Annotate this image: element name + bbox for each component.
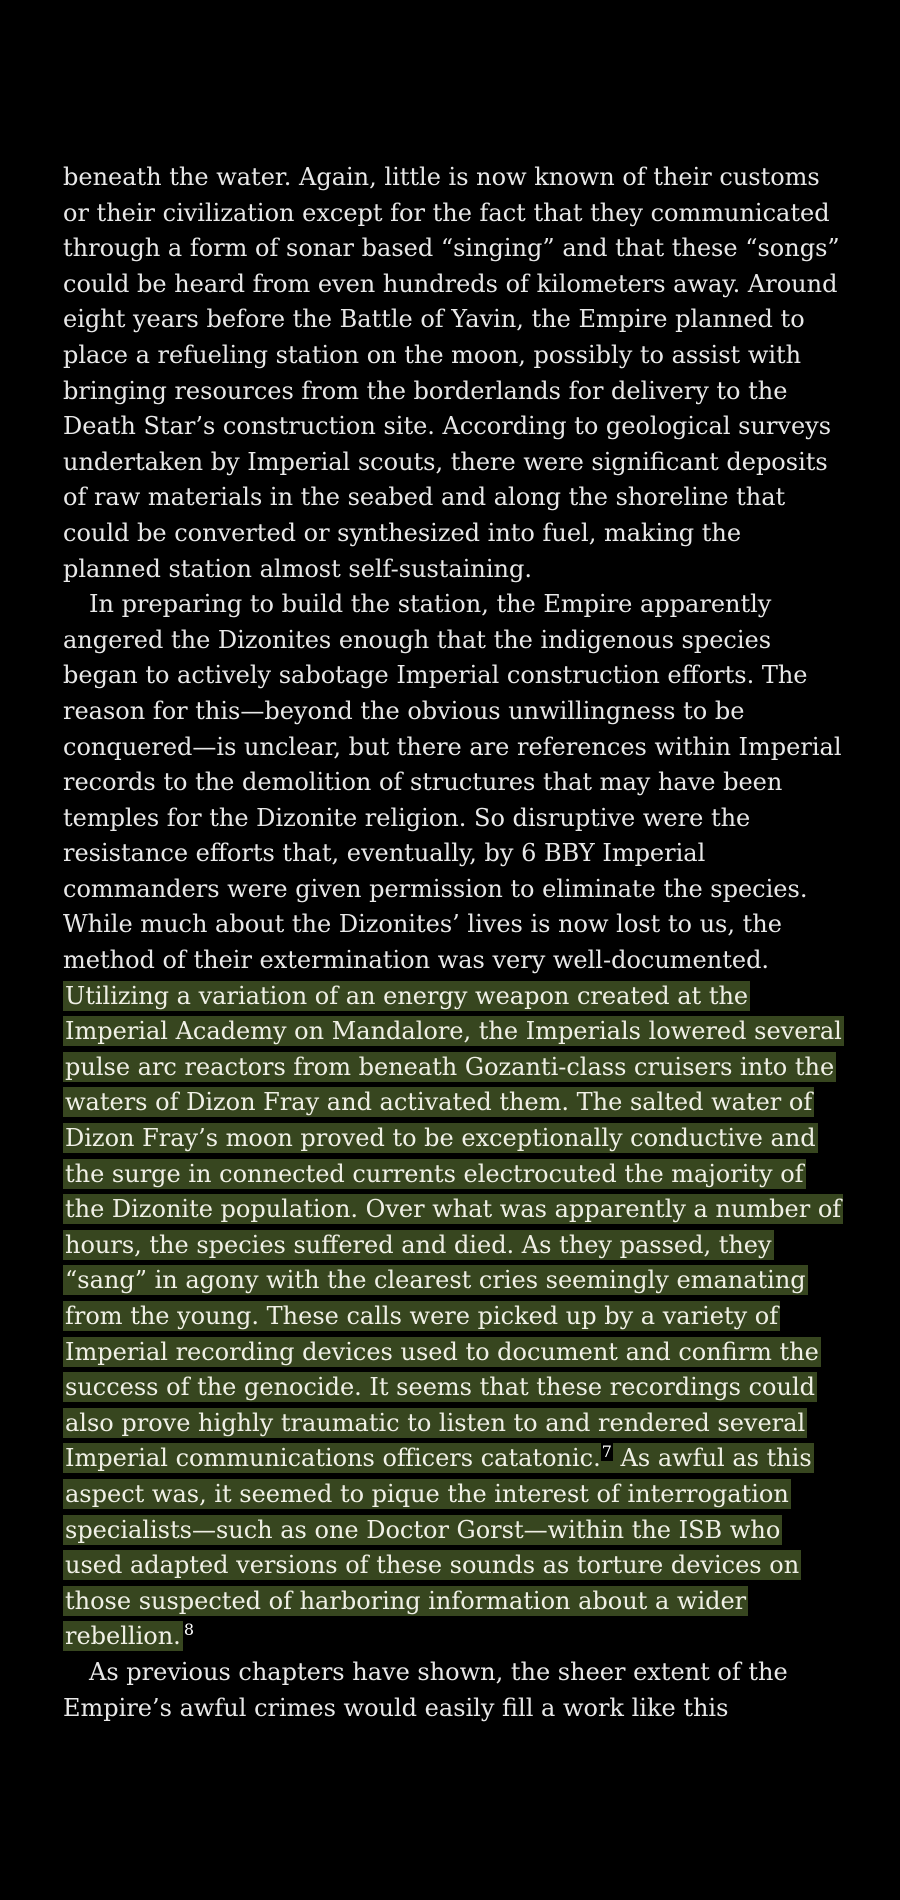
footnote-7-link[interactable]: 7 xyxy=(601,1442,612,1462)
text-highlight[interactable] xyxy=(63,981,844,1652)
highlight-text-part-1: Utilizing a variation of an energy weapon created at the Imperial Academy on Mandalore, the Imperials lowered several pulse arc reactors from beneath Gozanti-class cruisers into the waters of Dizon Fray and activated them. The salted water of Dizon Fray’s moon proved to be exceptionally conductive and the surge in connected currents electrocuted the majority of the Dizonite population. Over what was apparently a number of hours, the species suffered and died. As they passed, they “sang” in agony with the clearest cries seemingly emanating from the young. These calls were picked up by a variety of Imperial recording devices used to document and confirm the success of the genocide. It seems that these recordings could also prove highly traumatic to listen to and rendered several Imperial communications officers catatonic. xyxy=(65,981,842,1473)
paragraph-2-text: In preparing to build the station, the Empire apparently angered the Dizonites enough that the indigenous species began to actively sabotage Imperial construction efforts. The reason for this—beyond the obvious unwillingness to be conquered—is unclear, but there are references within Imperial records to the demolition of structures that may have been temples for the Dizonite religion. So disruptive were the resistance efforts that, eventually, by 6 BBY Imperial commanders were given permission to eliminate the species. While much about the Dizonites’ lives is now lost to us, the method of their extermination was very well-documented. xyxy=(63,590,842,975)
paragraph-2 xyxy=(63,587,843,1655)
footnote-8-link[interactable]: 8 xyxy=(183,1620,194,1640)
highlight-text-part-2: As awful as this aspect was, it seemed to pique the interest of interrogation specialists—such as one Doctor Gorst—within the ISB who used adapted versions of these sounds as torture devices on those suspected of harboring information about a wider rebellion. xyxy=(65,1444,812,1651)
paragraph-1: beneath the water. Again, little is now known of their customs or their civilization except for the fact that they communicated through a form of sonar based “singing” and that these “songs” could be heard from even hundreds of kilometers away. Around eight years before the Battle of Yavin, the Empire planned to place a refueling station on the moon, possibly to assist with bringing resources from the borderlands for delivery to the Death Star’s construction site. According to geological surveys undertaken by Imperial scouts, there were significant deposits of raw materials in the seabed and along the shoreline that could be converted or synthesized into fuel, making the planned station almost self-sustaining. xyxy=(63,163,840,583)
paragraph-3: As previous chapters have shown, the sheer extent of the Empire’s awful crimes would easily fill a work like this xyxy=(63,1657,788,1722)
reader-page xyxy=(63,160,843,1726)
